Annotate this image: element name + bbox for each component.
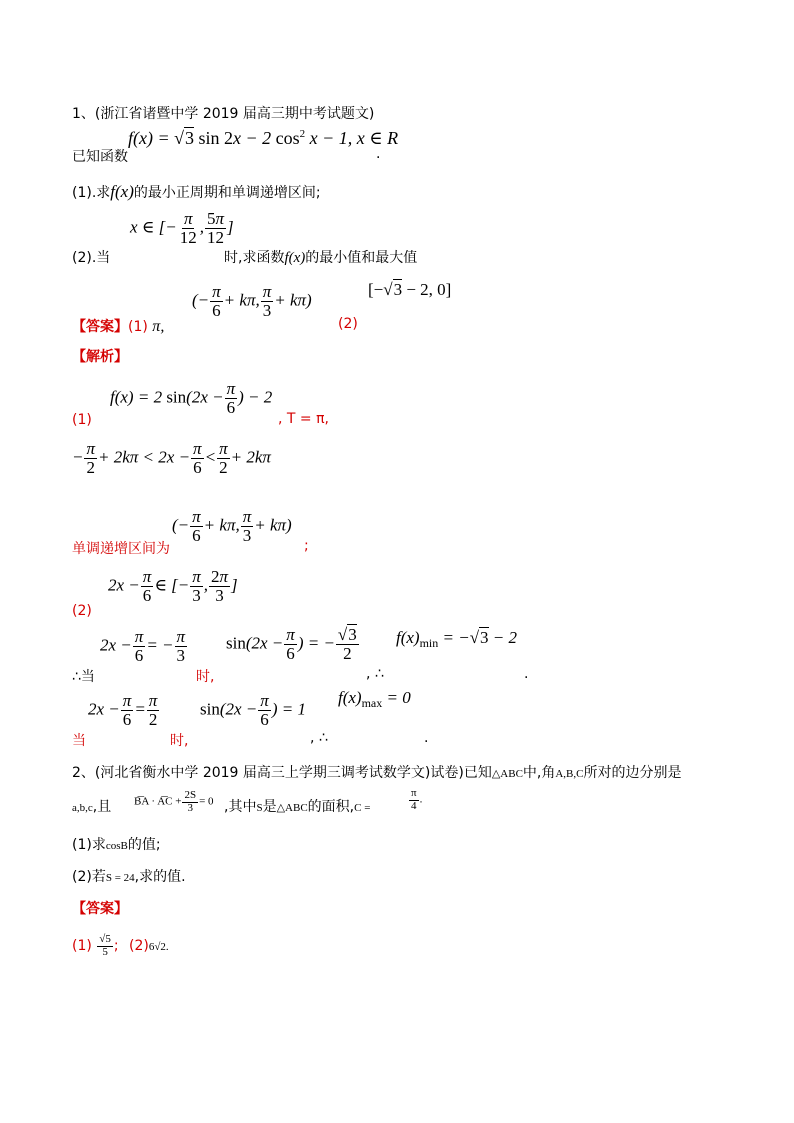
q1-min-sin: sin(2x − $\frac{\pi}{6}$ ) = − $\frac{√3}{2}$ xyxy=(226,625,357,663)
q1-mono-interval: (− $\frac{\pi}{6}$ + kπ, $\frac{\pi}{3}$ + kπ) xyxy=(172,507,292,545)
q2-part2: (2)若S = 24,求的值. xyxy=(72,869,186,885)
q1-sol1-period: , T = π, xyxy=(278,411,329,427)
q2-answer-label: 【答案】 xyxy=(72,901,128,917)
q1-therefore1: , ∴ xyxy=(366,666,384,682)
q2-angle-c: $\frac{\pi}{4}$ . xyxy=(411,787,423,812)
q1-part2-interval: x ∈ [− $\frac{\pi}{12}$ , $\frac{5\pi}{12}$ ] xyxy=(130,209,234,247)
q2-part1: (1)求cosB的值; xyxy=(72,837,161,853)
q1-mono-text: 单调递增区间为 xyxy=(72,541,170,557)
q1-sol1-label: (1) xyxy=(72,412,92,428)
q1-sol1-formula: f(x) = 2 sin(2x − $\frac{\pi}{6}$ ) − 2 xyxy=(110,379,273,417)
q1-function-formula: f(x) = √3 sin 2x − 2 $\cos^2 x - 1$, x ∈ R xyxy=(128,128,399,148)
q1-when2: 当 xyxy=(72,733,86,749)
q1-analysis-label: 【解析】 xyxy=(72,349,128,365)
q1-dot2: . xyxy=(424,730,429,746)
q1-answer-2-label: (2) xyxy=(338,316,358,332)
q1-when2-comma: 时, xyxy=(170,733,189,749)
q1-answer-line: 【答案】(1) π, xyxy=(72,318,165,335)
q1-title: 1、(浙江省诸暨中学 2019 届高三期中考试题文) xyxy=(72,106,375,122)
q1-inequality: − $\frac{\pi}{2}$ + 2kπ < 2x − $\frac{\pi}{6}$ < $\frac{\pi}{2}$ + 2kπ xyxy=(72,439,271,477)
q1-sol2-range: 2x − $\frac{\pi}{6}$ ∈ [− $\frac{\pi}{3}$ , $\frac{2\pi}{3}$ ] xyxy=(108,567,238,605)
q1-answer-range: [−√3 − 2, 0] xyxy=(368,280,452,299)
q1-when1-comma: 时, xyxy=(196,669,215,685)
q1-max-value: $f(x)_{max} = 0$ xyxy=(338,688,411,710)
q1-therefore2: , ∴ xyxy=(310,730,328,746)
q1-when1: ∴当 xyxy=(72,669,95,685)
q2-line2-rest: ,其中S是△ABC的面积,C = xyxy=(224,799,371,815)
q1-dot1: . xyxy=(524,666,529,682)
q2-title: 2、(河北省衡水中学 2019 届高三上学期三调考试数学文)试卷)已知△ABC中,角A,B,C所对的边分别是 xyxy=(72,765,682,781)
q1-min-value: $f(x)_{min} = -√3 - 2$ xyxy=(396,628,518,650)
q1-intro-period: . xyxy=(376,146,381,162)
q1-part1: (1).求f(x)的最小正周期和单调递增区间; xyxy=(72,182,321,201)
q1-intro: 已知函数 xyxy=(72,149,128,165)
q1-part2: (2).当 xyxy=(72,250,111,266)
q1-min-condition: 2x − $\frac{\pi}{6}$ = − $\frac{\pi}{3}$ xyxy=(100,627,186,665)
q2-ans1-value: $\frac{√5}{5}$ xyxy=(99,933,111,958)
q1-answer-interval: (− $\frac{\pi}{6}$ + kπ, $\frac{\pi}{3}$ + kπ) xyxy=(192,282,312,320)
q1-max-sin: sin(2x − $\frac{\pi}{6}$ ) = 1 xyxy=(200,691,306,729)
q1-mono-semicolon: ; xyxy=(304,538,309,554)
q1-sol2-label: (2) xyxy=(72,603,92,619)
q1-max-condition: 2x − $\frac{\pi}{6}$ = $\frac{\pi}{2}$ xyxy=(88,691,158,729)
q2-line2: a,b,c,且 xyxy=(72,799,112,815)
q2-vector-condition: B͞A · A͞C + $\frac{2S}{3}$ = 0 xyxy=(134,789,214,814)
q2-answers: (1) $\frac{√5}{5}$ ; (2)6√2. xyxy=(72,933,169,958)
q1-part2-text: 时,求函数f(x)的最小值和最大值 xyxy=(224,250,418,266)
